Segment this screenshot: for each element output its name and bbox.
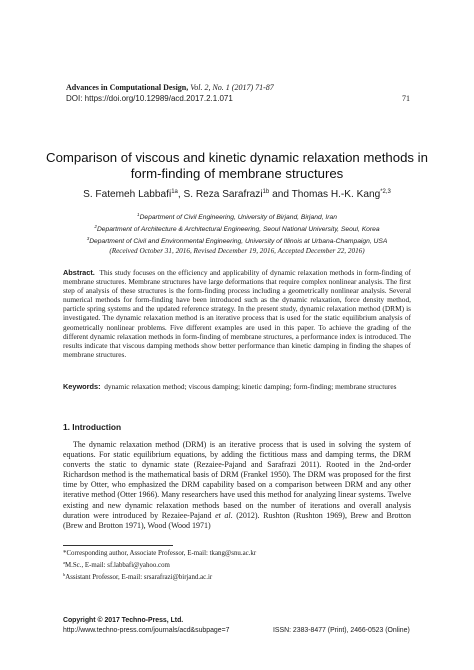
- issn: ISSN: 2383-8477 (Print), 2466-0523 (Online): [273, 627, 410, 634]
- affiliation-number: 2: [94, 223, 97, 229]
- introduction-paragraph: [63, 440, 411, 531]
- author-superscript: 1b: [262, 189, 270, 195]
- affiliations: [40, 211, 434, 246]
- abstract-text: This study focuses on the efficiency and applicability of dynamic relaxation methods in form-finding of membrane structures. Membrane structures have large deformations that require complex nonlinear analysis. The first step of analysis of these structures is the form-finding process including a geometrically nonlinear analysis. Several numerical methods for form-finding have been introduced such as the dynamic relaxation, force density method, particle spring systems and the updated reference strategy. In the present study, dynamic relaxation method (DRM) is investigated. The dynamic relaxation method is an iterative process that is used for the static equilibrium analysis of geometrically nonlinear problems. Five different examples are used in this paper. To achieve the grading of the different dynamic relaxation methods in form-finding of membrane structures, a performance index is introduced. The results indicate that viscous damping methods show better performance than kinetic damping in finding the shapes of membrane structures.: [63, 268, 412, 359]
- footnote: [63, 549, 256, 558]
- paper-title: Comparison of viscous and kinetic dynamic relaxation methods in form-finding of membrane structures: [46, 150, 428, 181]
- affiliation-number: 1: [137, 212, 140, 217]
- author-separator: ,: [177, 189, 184, 200]
- footnote-mark: a: [63, 560, 65, 566]
- copyright: Copyright © 2017 Techno-Press, Ltd.: [63, 617, 184, 624]
- author-list: [40, 189, 434, 200]
- footnote-mark: *: [63, 550, 67, 557]
- footnotes: [63, 549, 256, 583]
- journal-url[interactable]: http://www.techno-press.com/journals/acd&subpage=7: [63, 627, 230, 634]
- section-heading: 1. Introduction: [63, 422, 122, 432]
- affiliation: [40, 235, 434, 247]
- author: S. Fatemeh Labbafi: [83, 189, 172, 200]
- author-superscript: 1a: [171, 189, 178, 195]
- affiliation: [40, 211, 434, 223]
- journal-name: Advances in Computational Design,: [66, 83, 189, 92]
- keywords: [63, 382, 411, 391]
- affiliation-number: 3: [86, 235, 90, 241]
- intro-text: The dynamic relaxation method (DRM) is an iterative process that is used in solving the system of equations. For static equilibrium equations, by adding the fictitious mass and damping terms, the DRM converts the static to dynamic state (Rezaiee-Pajand and Sarafrazi 2011). Rooted in the 2nd-order Richardson method is the mathematical basis of DRM (Frankel 1950). The DRM was proposed for the first time by Otter, who emphasized the DRM capability based on a comparison between DRM and any other iterative method (Otter 1966). Many researchers have used this method for analyzing linear systems. Twelve existing and new dynamic relaxation methods based on the number of iterations and overall analysis duration were introduced by Rezaiee-Pajand: [63, 440, 411, 520]
- footnote: [63, 570, 256, 582]
- abstract: [63, 268, 411, 359]
- keywords-text: dynamic relaxation method; viscous damping; kinetic damping; form-finding; membrane structures: [104, 382, 397, 391]
- author-superscript: *2,3: [380, 189, 391, 195]
- intro-text-end: . (2012). Rushton (Rushton 1969), Brew and Brotton (Brew and Brotton 1971), Wood (Wood 1971): [63, 510, 412, 530]
- received-dates: (Received October 31, 2016, Revised December 19, 2016, Accepted December 22, 2016): [109, 247, 365, 255]
- page-number: 71: [402, 94, 410, 103]
- author: Thomas H.-K. Kang: [291, 189, 381, 200]
- doi: DOI: https://doi.org/10.12989/acd.2017.2.1.071: [66, 94, 233, 103]
- affiliation-text: Department of Architecture & Architectural Engineering, Seoul National University, Seoul, Korea: [96, 225, 380, 233]
- footnote-text: M.Sc., E-mail: sf.labbafi@yahoo.com: [65, 562, 170, 570]
- affiliation: [40, 223, 434, 235]
- footnote-text: Corresponding author, Associate Professor, E-mail: tkang@snu.ac.kr: [66, 550, 257, 557]
- footnote-mark: b: [63, 572, 66, 578]
- abstract-label: Abstract.: [63, 268, 95, 277]
- author: S. Reza Sarafrazi: [183, 189, 263, 200]
- footnote-text: Assistant Professor, E-mail: srsarafrazi@birjand.ac.ir: [65, 574, 213, 582]
- journal-volume: Vol. 2, No. 1 (2017) 71-87: [190, 83, 274, 92]
- author-separator: and: [269, 189, 292, 200]
- affiliation-text: Department of Civil and Environmental Engineering, University of Illinois at Urbana-Champaign, USA: [89, 237, 388, 245]
- intro-italic: et al: [215, 510, 231, 520]
- journal-citation: [66, 83, 274, 92]
- keywords-label: Keywords:: [63, 382, 101, 391]
- footnote-rule: [63, 545, 173, 546]
- footnote: [63, 558, 256, 570]
- affiliation-text: Department of Civil Engineering, University of Birjand, Birjand, Iran: [139, 214, 337, 221]
